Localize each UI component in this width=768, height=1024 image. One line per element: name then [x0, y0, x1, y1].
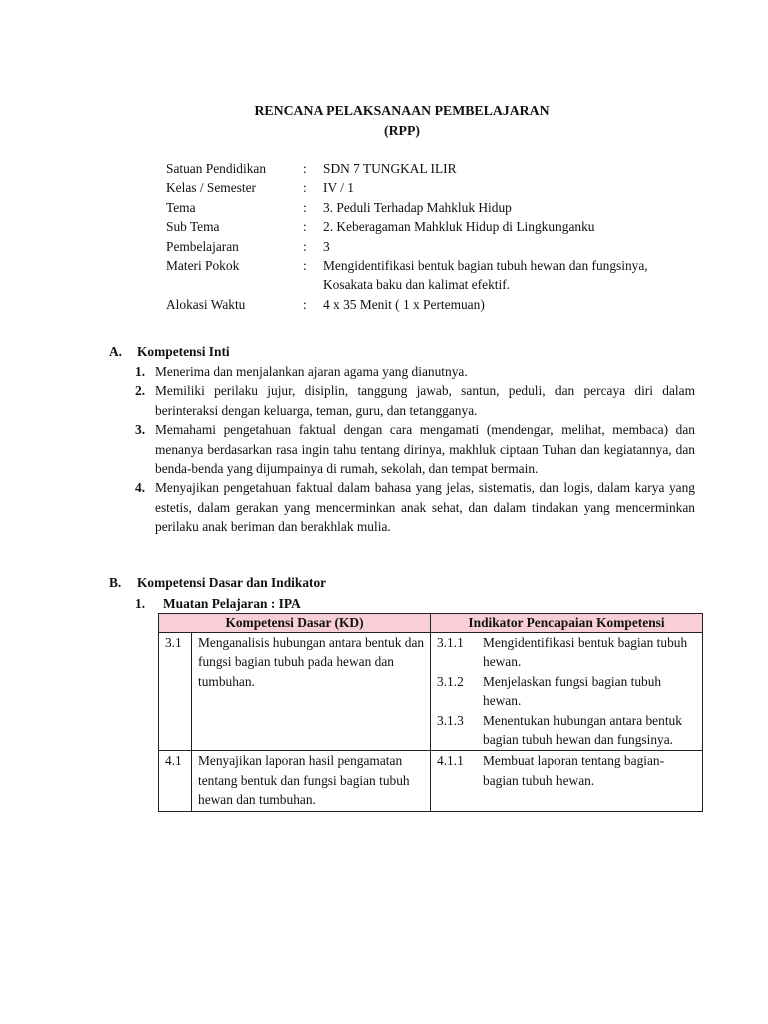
- identity-value: 2. Keberagaman Mahkluk Hidup di Lingkunganku: [323, 219, 595, 235]
- section-b-letter: B.: [109, 575, 122, 590]
- list-item-number: 2.: [135, 383, 146, 399]
- list-item: [135, 381, 695, 420]
- identity-colon: :: [303, 180, 307, 196]
- list-item-text: Memiliki perilaku jujur, disiplin, tanggung jawab, santun, peduli, dan percaya diri dalam berinteraksi dengan keluarga, teman, guru, dan tetangganya.: [155, 383, 695, 418]
- identity-value: 4 x 35 Menit ( 1 x Pertemuan): [323, 296, 485, 312]
- list-item: [135, 362, 695, 381]
- identity-row: [166, 178, 658, 197]
- table-row: [159, 751, 703, 811]
- identity-colon: :: [303, 199, 307, 215]
- indicator-text: Mengidentifikasi bentuk bagian tubuh hewan.: [483, 635, 688, 670]
- section-a-letter: A.: [109, 344, 123, 359]
- list-item: [135, 478, 695, 536]
- kd-text: Menganalisis hubungan antara bentuk dan fungsi bagian tubuh pada hewan dan tumbuhan.: [192, 633, 431, 751]
- identity-row: [166, 217, 658, 236]
- identity-label: Pembelajaran: [166, 238, 239, 254]
- indicator-number: 3.1.1: [437, 635, 464, 650]
- indicator-number: 3.1.2: [437, 673, 464, 689]
- list-item-number: 4.: [135, 480, 146, 496]
- identity-block: [166, 159, 658, 314]
- indicator-cell: [431, 633, 703, 751]
- section-b-title: Kompetensi Dasar dan Indikator: [137, 575, 327, 590]
- identity-label: Satuan Pendidikan: [166, 161, 267, 176]
- indicator-item: [437, 711, 698, 750]
- kompetensi-inti-list: [135, 362, 695, 537]
- kd-number: 3.1: [159, 633, 192, 751]
- identity-value: SDN 7 TUNGKAL ILIR: [323, 161, 457, 176]
- indicator-item: [437, 633, 698, 672]
- identity-colon: :: [303, 161, 307, 176]
- section-a-heading: [109, 342, 230, 361]
- indicator-text: Membuat laporan tentang bagian-bagian tubuh hewan.: [483, 753, 665, 788]
- identity-colon: :: [303, 219, 307, 235]
- document-title: RENCANA PELAKSANAAN PEMBELAJARAN: [254, 103, 550, 118]
- identity-colon: :: [303, 258, 307, 274]
- section-b-heading: [109, 573, 326, 592]
- indicator-text: Menentukan hubungan antara bentuk bagian tubuh hewan dan fungsinya.: [483, 712, 682, 748]
- list-item-text: Memahami pengetahuan faktual dengan cara mengamati (mendengar, melihat, membaca) dan menanya berdasarkan rasa ingin tahu tentang dirinya, makhluk ciptaan Tuhan dan kegiatannya, dan benda-benda yang dijumpainya di rumah, sekolah, dan tempat bermain.: [155, 422, 695, 477]
- list-item-text: Menyajikan pengetahuan faktual dalam bahasa yang jelas, sistematis, dan logis, dalam karya yang estetis, dalam gerakan yang mencerminkan anak sehat, dan dalam tindakan yang mencerminkan perilaku anak beriman dan berakhlak mulia.: [155, 480, 695, 535]
- table-header-indicator: Indikator Pencapaian Kompetensi: [431, 614, 703, 633]
- subsection-title: Muatan Pelajaran : IPA: [163, 596, 301, 611]
- identity-row: [166, 237, 658, 256]
- list-item: [135, 420, 695, 478]
- identity-label: Sub Tema: [166, 219, 220, 235]
- list-item-text: Menerima dan menjalankan ajaran agama yang dianutnya.: [155, 364, 468, 379]
- table-row: [159, 633, 703, 751]
- identity-label: Kelas / Semester: [166, 180, 256, 196]
- indicator-item: [437, 672, 698, 711]
- identity-row: [166, 295, 658, 314]
- identity-value: 3. Peduli Terhadap Mahkluk Hidup: [323, 199, 512, 215]
- list-item-number: 3.: [135, 422, 146, 438]
- indicator-number: 3.1.3: [437, 712, 464, 728]
- identity-value: IV / 1: [323, 180, 354, 196]
- identity-label: Materi Pokok: [166, 258, 240, 274]
- table-header-row: [159, 614, 703, 633]
- document-subtitle: (RPP): [383, 123, 420, 138]
- subsection-number: 1.: [135, 596, 146, 611]
- table-header-kd: Kompetensi Dasar (KD): [159, 614, 431, 633]
- section-a-title: Kompetensi Inti: [137, 344, 230, 359]
- indicator-text: Menjelaskan fungsi bagian tubuh hewan.: [483, 673, 662, 709]
- indicator-item: [437, 751, 698, 790]
- kd-number: 4.1: [159, 751, 192, 811]
- kd-text: Menyajikan laporan hasil pengamatan tentang bentuk dan fungsi bagian tubuh hewan dan tumbuhan.: [192, 751, 431, 811]
- identity-row: [166, 198, 658, 217]
- identity-colon: :: [303, 296, 307, 312]
- identity-label: Alokasi Waktu: [166, 296, 246, 312]
- indicator-cell: [431, 751, 703, 811]
- identity-row: [166, 159, 658, 178]
- indicator-number: 4.1.1: [437, 753, 464, 769]
- identity-value: 3: [323, 238, 330, 254]
- subsection-heading: [135, 594, 301, 613]
- identity-row: [166, 256, 658, 295]
- identity-label: Tema: [166, 199, 196, 215]
- identity-value: Mengidentifikasi bentuk bagian tubuh hewan dan fungsinya, Kosakata baku dan kalimat efektif.: [323, 258, 648, 293]
- list-item-number: 1.: [135, 364, 146, 379]
- identity-colon: :: [303, 238, 307, 254]
- competency-table: [158, 613, 703, 812]
